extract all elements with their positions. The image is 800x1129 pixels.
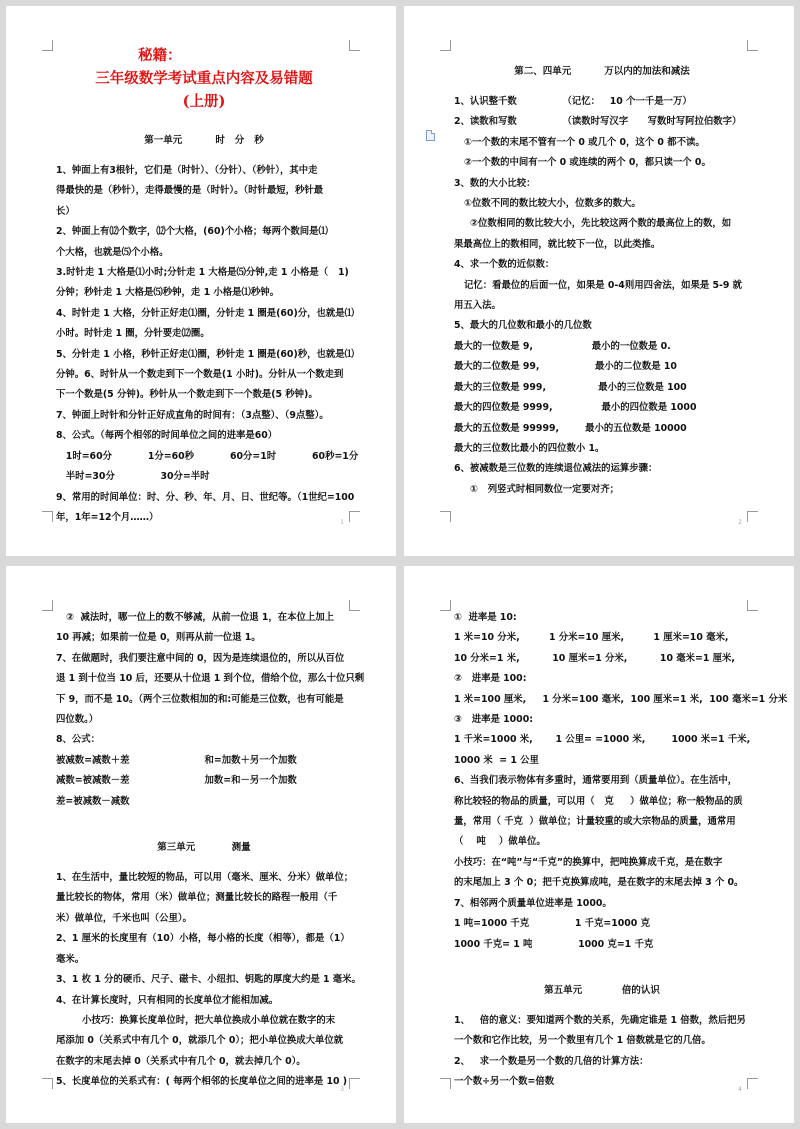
- text-line: 最大的一位数是 9, 最小的一位数是 0.: [454, 340, 671, 352]
- text-line-list: [56, 868, 361, 1092]
- text-line: 得最快的是（秒针），走得最慢的是（时针）。（时针最短，秒针最: [56, 185, 324, 197]
- crop-mark: [440, 511, 451, 522]
- text-line-list: [56, 161, 359, 528]
- text-line: 4、时针走 1 大格，分针正好走⑴圈，分针走 1 圈是(60)分，也就是⑴: [56, 307, 354, 319]
- text-line: （ 吨 ）做单位。: [454, 836, 546, 848]
- text-line: 的末尾加上 3 个 0；把千克换算成吨，是在数字的末尾去掉 3 个 0。: [454, 877, 744, 889]
- text-line: 2、 求一个数是另一个数的几倍的计算方法：: [454, 1055, 649, 1067]
- text-line: ① 列竖式时相同数位一定要对齐；: [470, 483, 619, 495]
- text-line-list: [454, 1011, 750, 1093]
- text-line: 最大的二位数是 99, 最小的二位数是 10: [454, 361, 677, 373]
- document-page-3: [6, 566, 396, 1123]
- text-line: 四位数。）: [56, 714, 99, 726]
- text-line: 年，1年=12个月……）: [56, 511, 159, 523]
- text-line: 小时。时针走 1 圈，分针要走⑿圈。: [56, 328, 210, 340]
- text-line: 10 分米=1 米, 10 厘米=1 分米, 10 毫米=1 厘米,: [454, 652, 735, 664]
- text-line: 5、长度单位的关系式有：( 每两个相邻的长度单位之间的进率是 10 ): [56, 1076, 348, 1088]
- page-content: [56, 608, 365, 1093]
- unit-heading: 第五单元 倍的认识: [544, 984, 660, 996]
- text-line: 1 千米=1000 米, 1 公里= =1000 米, 1000 米=1 千米,: [454, 734, 751, 746]
- text-line: 量比较长的物体，常用（米）做单位；测量比较长的路程一般用（千: [56, 892, 338, 904]
- text-line: 7、相邻两个质量单位进率是 1000。: [454, 897, 612, 909]
- crop-mark: [42, 40, 53, 51]
- document-page-4: [404, 566, 794, 1123]
- crop-mark: [440, 600, 451, 611]
- text-line: 6、当我们表示物体有多重时，通常要用到（质量单位）。在生活中，: [454, 775, 738, 787]
- text-line: 记忆：看最位的后面一位，如果是 0-4则用四舍法，如果是 5-9 就: [464, 279, 743, 291]
- text-line: ① 进率是 10:: [454, 612, 517, 623]
- text-line: 2、读数和写数 （读数时写汉字 写数时写阿拉伯数字）: [454, 116, 742, 128]
- document-page-2: [404, 6, 794, 556]
- page-content: [454, 608, 788, 1093]
- text-line: 5、最大的几位数和最小的几位数: [454, 320, 592, 332]
- text-line: 退 1 到十位当 10 后，还要从十位退 1 到个位，借给个位，那么十位只剩: [56, 673, 365, 685]
- text-line: 在数字的末尾去掉 0（关系式中有几个 0，就去掉几个 0）。: [56, 1055, 306, 1067]
- text-line: 2、钟面上有⑿个数字，⑿个大格，(60)个小格；每两个数间是⑴: [56, 226, 328, 238]
- page-number: 1: [340, 519, 344, 526]
- text-line: 8、公式。（每两个相邻的时间单位之间的进率是60）: [56, 430, 278, 442]
- text-line: 4、在计算长度时，只有相同的长度单位才能相加减。: [56, 994, 279, 1006]
- text-line: 米）做单位，千米也叫（公里）。: [56, 912, 192, 924]
- text-line: 3、数的大小比较：: [454, 177, 536, 189]
- text-line: 最大的四位数是 9999, 最小的四位数是 1000: [454, 402, 697, 414]
- crop-mark: [42, 511, 53, 522]
- crop-mark: [42, 600, 53, 611]
- text-line: 1时=60分 1分=60秒 60分=1时 60秒=1分: [56, 450, 359, 462]
- text-line: 9、常用的时间单位：时、分、秒、年、月、日、世纪等。（1世纪=100: [56, 491, 355, 503]
- text-line: 一个数和它作比较，另一个数里有几个 1 倍数就是它的几倍。: [454, 1035, 711, 1047]
- text-line: 8、公式：: [56, 734, 101, 746]
- crop-mark: [440, 40, 451, 51]
- text-line: 1 吨=1000 千克 1 千克=1000 克: [454, 918, 650, 930]
- text-line: 6、被减数是三位数的连续退位减法的运算步骤：: [454, 463, 658, 475]
- text-line: 被减数=减数＋差 和=加数＋另一个加数: [56, 754, 297, 766]
- text-line: ①一个数的末尾不管有一个 0 或几个 0，这个 0 都不读。: [464, 136, 705, 148]
- text-line: 7、在做题时，我们要注意中间的 0，因为是连续退位的，所以从百位: [56, 652, 345, 664]
- text-line: 1 米=100 厘米, 1 分米=100 毫米, 100 厘米=1 米, 100 毫米=1 分米: [454, 693, 788, 705]
- text-line: 1、在生活中，量比较短的物品，可以用（毫米、厘米、分米）做单位；: [56, 872, 354, 884]
- text-line: 称比较轻的物品的质量，可以用（ 克 ）做单位；称一般物品的质: [454, 795, 743, 807]
- text-line: 长）: [56, 205, 75, 217]
- page-number: 4: [738, 1086, 742, 1093]
- text-line-list: [454, 92, 750, 500]
- text-line: ①位数不同的数比较大小，位数多的数大。: [464, 198, 641, 210]
- text-line: ② 减法时，哪一位上的数不够减，从前一位退 1，在本位上加上: [66, 612, 335, 623]
- crop-mark: [440, 1078, 451, 1089]
- page-content: [56, 44, 359, 528]
- text-line-list: [454, 608, 788, 955]
- text-line: 1000 千克= 1 吨 1000 克=1 千克: [454, 938, 654, 950]
- crop-mark: [747, 40, 758, 51]
- text-line: 下 9，而不是 10。（两个三位数相加的和:可能是三位数，也有可能是: [56, 693, 344, 705]
- text-line: 2、1 厘米的长度里有（10）小格，每小格的长度（相等），都是（1）: [56, 933, 350, 945]
- text-line: 一个数÷另一个数=倍数: [454, 1076, 555, 1088]
- text-line: 1 米=10 分米, 1 分米=10 厘米, 1 厘米=10 毫米,: [454, 632, 729, 644]
- unit-heading: 第二、四单元 万以内的加法和减法: [514, 66, 690, 77]
- text-line: 分钟；秒针走 1 大格是⑸秒钟，走 1 小格是⑴秒钟。: [56, 287, 279, 299]
- page-number: 2: [738, 519, 742, 526]
- document-icon[interactable]: [426, 130, 435, 141]
- text-line: 差=被减数－减数: [56, 795, 130, 807]
- text-line: 1、认识整千数 （记忆： 10 个一千是一万）: [454, 96, 692, 107]
- text-line: 10 再减；如果前一位是 0，则再从前一位退 1。: [56, 632, 261, 644]
- text-line: 7、钟面上时针和分针正好成直角的时间有：（3点整）、（9点整）。: [56, 409, 329, 421]
- text-line: 1、钟面上有3根针，它们是（时针）、（分针）、（秒针），其中走: [56, 165, 318, 176]
- text-line: ②一个数的中间有一个 0 或连续的两个 0，都只读一个 0。: [464, 157, 711, 169]
- text-line: 小技巧：换算长度单位时，把大单位换成小单位就在数字的末: [82, 1014, 336, 1026]
- text-line: ② 进率是 100:: [454, 673, 527, 685]
- doc-title-line-1: 秘籍：: [138, 47, 182, 64]
- text-line-list: [56, 608, 365, 812]
- text-line: 5、分针走 1 小格，秒针正好走⑴圈，秒针走 1 圈是(60)秒，也就是⑴: [56, 348, 354, 360]
- text-line: ③ 进率是 1000:: [454, 714, 533, 726]
- crop-mark: [42, 1078, 53, 1089]
- text-line: 3、1 枚 1 分的硬币、尺子、磁卡、小纽扣、钥匙的厚度大约是 1 毫米。: [56, 974, 361, 986]
- text-line: 毫米。: [56, 953, 85, 965]
- text-line: 用五入法。: [454, 300, 501, 312]
- text-line: 最大的五位数是 99999, 最小的五位数是 10000: [454, 422, 687, 434]
- text-line: 1000 米 = 1 公里: [454, 754, 539, 766]
- text-line: 半时=30分 30分=半时: [56, 471, 210, 483]
- text-line: 最大的三位数比最小的四位数小 1。: [454, 442, 605, 454]
- doc-title-line-3: (上册): [182, 93, 226, 110]
- unit-heading: 第一单元 时 分 秒: [144, 135, 264, 146]
- text-line: 3.时针走 1 大格是⑴小时;分针走 1 大格是⑸分钟,走 1 小格是（ 1): [56, 267, 349, 279]
- text-line: 小技巧：在“吨”与“千克”的换算中，把吨换算成千克，是在数字: [454, 856, 723, 868]
- unit-heading: 第三单元 测量: [157, 842, 251, 854]
- text-line: 分钟。6、时针从一个数走到下一个数是(1 小时)。分针从一个数走到: [56, 369, 344, 381]
- crop-mark: [747, 511, 758, 522]
- text-line: 个大格，也就是⑸个小格。: [56, 246, 169, 258]
- text-line: ②位数相同的数比较大小，先比较这两个数的最高位上的数，如: [470, 218, 732, 230]
- text-line: 4、求一个数的近似数：: [454, 259, 555, 271]
- text-line: 下一个数是(5 分钟)。秒针从一个数走到下一个数是(5 秒钟)。: [56, 389, 318, 401]
- text-line: 减数=被减数－差 加数=和－另一个加数: [56, 775, 297, 787]
- text-line: 量，常用（ 千克 ）做单位；计量较重的或大宗物品的质量，通常用: [454, 816, 736, 828]
- document-page-1: [6, 6, 396, 556]
- text-line: 尾添加 0（关系式中有几个 0，就添几个 0）；把小单位换成大单位就: [56, 1035, 344, 1047]
- doc-title-line-2: 三年级数学考试重点内容及易错题: [95, 70, 313, 87]
- text-line: 1、 倍的意义：要知道两个数的关系，先确定谁是 1 倍数，然后把另: [454, 1014, 746, 1026]
- text-line: 果最高位上的数相同，就比较下一位，以此类推。: [454, 238, 661, 250]
- page-content: [454, 62, 750, 500]
- text-line: 最大的三位数是 999, 最小的三位数是 100: [454, 381, 687, 393]
- page-number: 3: [340, 1086, 344, 1093]
